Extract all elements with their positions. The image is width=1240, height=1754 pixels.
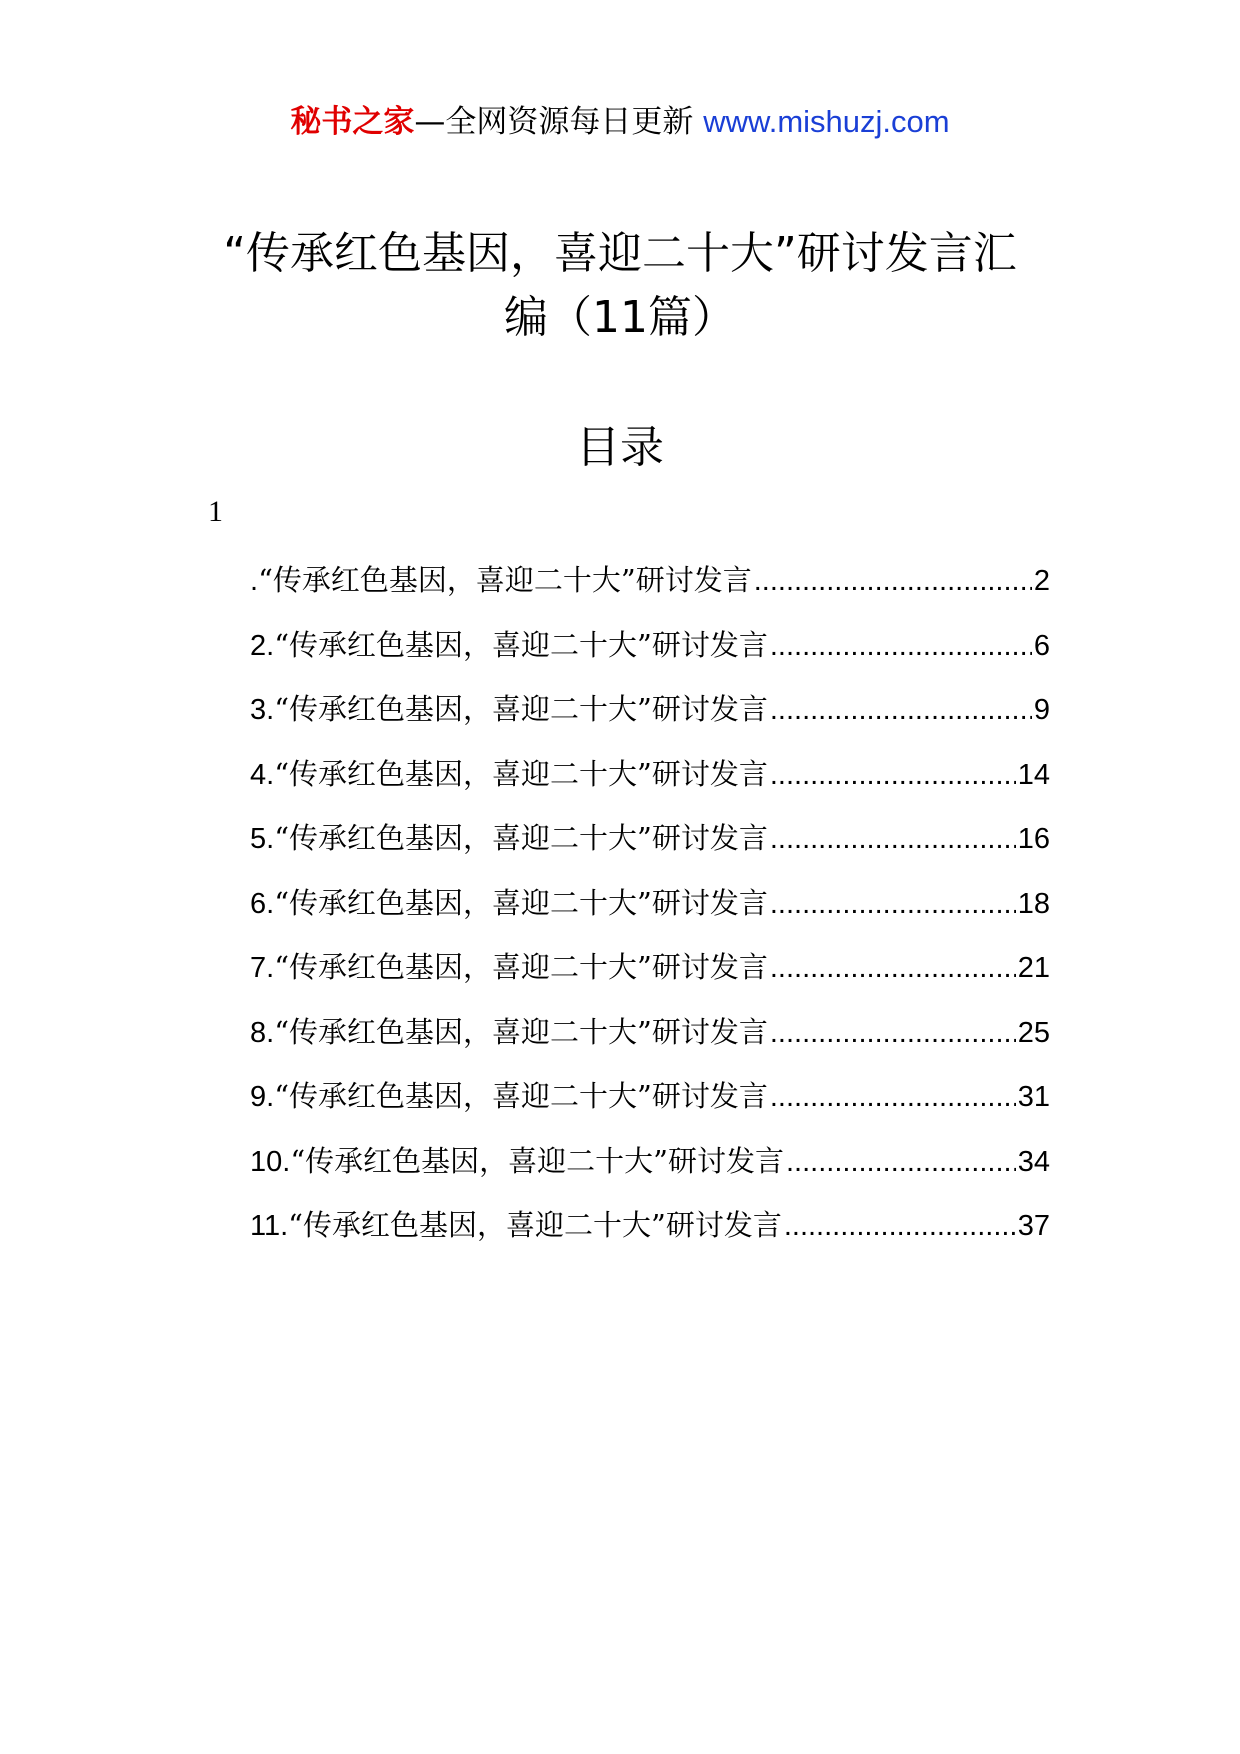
toc-entry[interactable] xyxy=(250,816,1050,881)
toc-heading: 目录 xyxy=(576,422,664,473)
toc-entry-title: “传承红色基因，喜迎二十大”研讨发言 xyxy=(274,950,768,984)
toc-entry-number: . xyxy=(250,565,259,597)
toc-dot-leader xyxy=(770,753,1016,797)
toc-entry-number: 8. xyxy=(250,1016,275,1049)
toc-entry-number: 11. xyxy=(250,1210,289,1242)
toc-page-number: 9 xyxy=(1033,694,1050,726)
toc-entry-title: “传承红色基因，喜迎二十大”研讨发言 xyxy=(274,1014,768,1049)
toc-page-number: 16 xyxy=(1017,823,1050,855)
site-header xyxy=(0,100,1240,144)
table-of-contents xyxy=(250,558,1050,1268)
toc-page-number: 21 xyxy=(1017,952,1050,984)
toc-page-number: 14 xyxy=(1017,758,1050,791)
toc-dot-leader xyxy=(786,1140,1016,1184)
toc-entry-title: “传承红色基因，喜迎二十大”研讨发言 xyxy=(290,1143,784,1178)
toc-orphan-number: 1 xyxy=(208,495,223,528)
toc-dot-leader xyxy=(784,1204,1016,1248)
toc-dot-leader xyxy=(770,817,1016,861)
title-line-1: “传承红色基因，喜迎二十大”研讨发言汇 xyxy=(223,228,1017,279)
toc-page-number: 37 xyxy=(1017,1210,1050,1242)
toc-entry-number: 10. xyxy=(250,1145,291,1178)
slogan: —全网资源每日更新 xyxy=(414,104,694,140)
toc-entry-number: 9. xyxy=(250,1081,275,1113)
toc-entry-number: 6. xyxy=(250,887,275,920)
toc-entry-number: 2. xyxy=(250,629,275,662)
toc-entry-title: “传承红色基因，喜迎二十大”研讨发言 xyxy=(274,692,768,726)
brand-name: 秘书之家 xyxy=(290,104,415,140)
toc-entry[interactable] xyxy=(250,558,1050,623)
toc-entry-number: 4. xyxy=(250,758,275,791)
toc-entry-title: “传承红色基因，喜迎二十大”研讨发言 xyxy=(274,756,768,791)
toc-entry-title: “传承红色基因，喜迎二十大”研讨发言 xyxy=(274,885,768,920)
website-link[interactable]: www.mishuzj.com xyxy=(703,104,950,139)
toc-entry-title: “传承红色基因，喜迎二十大”研讨发言 xyxy=(274,1079,768,1113)
toc-page-number: 25 xyxy=(1017,1016,1050,1049)
toc-page-number: 6 xyxy=(1033,629,1050,662)
toc-entry-number: 7. xyxy=(250,952,275,984)
toc-entry[interactable] xyxy=(250,687,1050,752)
toc-entry-number: 3. xyxy=(250,694,275,726)
title-line-2: 编（11篇） xyxy=(504,292,736,343)
toc-page-number: 31 xyxy=(1017,1081,1050,1113)
toc-dot-leader xyxy=(770,882,1016,926)
toc-entry-number: 5. xyxy=(250,823,275,855)
toc-entry[interactable] xyxy=(250,1203,1050,1268)
toc-page-number: 34 xyxy=(1017,1145,1050,1178)
toc-entry[interactable] xyxy=(250,1010,1050,1075)
toc-page-number: 2 xyxy=(1033,565,1050,597)
toc-dot-leader xyxy=(754,559,1032,603)
toc-entry-title: “传承红色基因，喜迎二十大”研讨发言 xyxy=(274,627,768,662)
toc-entry[interactable] xyxy=(250,752,1050,817)
toc-entry[interactable] xyxy=(250,623,1050,688)
toc-dot-leader xyxy=(770,1011,1016,1055)
toc-entry[interactable] xyxy=(250,1139,1050,1204)
toc-dot-leader xyxy=(770,1075,1016,1119)
toc-dot-leader xyxy=(770,624,1032,668)
toc-entry[interactable] xyxy=(250,1074,1050,1139)
toc-page-number: 18 xyxy=(1017,887,1050,920)
document-title xyxy=(0,222,1240,350)
toc-entry-title: “传承红色基因，喜迎二十大”研讨发言 xyxy=(274,821,768,855)
toc-dot-leader xyxy=(770,946,1016,990)
toc-entry-title: “传承红色基因，喜迎二十大”研讨发言 xyxy=(258,563,752,597)
toc-dot-leader xyxy=(770,688,1032,732)
toc-entry-title: “传承红色基因，喜迎二十大”研讨发言 xyxy=(288,1208,782,1242)
toc-entry[interactable] xyxy=(250,881,1050,946)
toc-entry[interactable] xyxy=(250,945,1050,1010)
